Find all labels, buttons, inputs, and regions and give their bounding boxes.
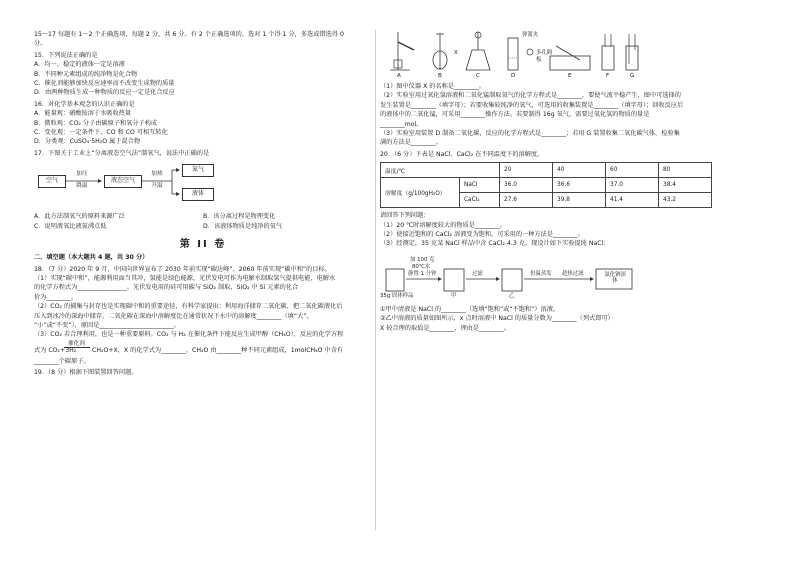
equation-left: 式为 CO₂+3H₂ [34,346,77,354]
filter-label: 过滤 [472,270,483,277]
hot-filter-label: 趁热过滤 [562,270,584,277]
q15-option-d: D．由两种物质生成一种物质的反应一定是化合反应 [34,89,175,97]
q20-part-2: （2）使接近饱和的 CaCl₂ 溶液变为饱和，可采用的一种方法是________。 [380,231,584,239]
nacl-80: 38.4 [659,178,712,193]
add-water-label: 加 100 克 [410,256,435,263]
cacl2-80: 43.2 [659,193,712,208]
apparatus-figure [380,30,775,80]
q16-option-c: C．变化观：一定条件下，CO 和 CO 可相互转化 [34,129,168,137]
instrument-x-label: X [454,50,458,56]
temp-20: 20 [500,163,553,178]
q20-sub-3: X 较合理的取值是________，理由是________。 [380,324,510,332]
section-subtitle: 二、填空题（本大题共 4 题，共 30 分） [34,254,149,262]
table-row [381,178,712,193]
q17-option-b: B．该分离过程是物理变化 [203,213,276,221]
flow-liquid-box: 液体 [182,188,214,201]
cacl2-40: 39.8 [553,193,606,208]
left-column [34,30,372,378]
q17-option-d: D．该液体物质是纯净的氧气 [203,222,283,230]
flow-cool-label: 降温 [76,183,88,190]
nacl-60: 37.0 [606,178,659,193]
apparatus-label-c: C [476,73,480,79]
apparatus-label-b: B [438,73,442,79]
solubility-table [380,162,712,208]
temp-60: 60 [606,163,659,178]
q20-part-3: （3）经测定，35 克某 NaCl 样品中含 CaCl₂ 4.3 克，现设计如下实验提纯 NaCl： [380,240,610,248]
flow-pressurize-label: 加压 [76,171,88,178]
water-temp-label: 80℃水 [412,263,431,270]
row-name-nacl: NaCl [460,178,500,193]
apparatus-label-g: G [630,73,635,79]
spring-clamp-label: 弹簧夹 [522,32,539,38]
q19-stem: 19．（8 分）根据下图装置回答问题。 [34,369,138,377]
q15-option-b: B．不同种元素组成的纯净物是化合物 [34,70,138,78]
q19-part-2d: ________mol。 [380,120,423,128]
beaker-yi-label: 乙 [509,292,515,299]
porous-plate-label: 多孔隔板 [536,50,553,63]
q16-option-d: D．分类观：CuSO₄·5H₂O 属于混合物 [34,138,141,146]
row-name-cacl2: CaCl₂ [460,193,500,208]
flow-air-box: 空气 [38,175,66,188]
q18-line-7: “小”或“不变”），原因是________________________。 [34,321,180,329]
q18-last-line: ________个碳原子。 [34,357,90,365]
q18-line-4: 价为________。 [34,293,78,301]
temp-80: 80 [659,163,712,178]
q16-option-b: B．微粒观：CO₂ 分子由碳原子和氧分子构成 [34,119,158,127]
purification-process-figure [380,251,775,303]
cacl2-20: 27.6 [500,193,553,208]
cacl2-60: 41.4 [606,193,659,208]
q20-part-1: （1）20 ℃时溶解度较大的物质是________。 [380,221,506,229]
q17-option-a: A．此方法制氧气的原料来源广泛 [34,213,125,221]
right-column [380,30,775,333]
apparatus-label-f: F [606,73,610,79]
q18-equation [34,340,372,357]
nacl-40: 36.6 [553,178,606,193]
stand-label: 静置 1 分钟 [408,270,437,277]
section-title: 第 II 卷 [179,239,227,251]
q17-option-c: C．说明液氧比液氮沸点低 [34,222,107,230]
q15-stem: 15．下列说法正确的是 [34,51,98,59]
q16-option-a: A．能量观：硝酸铵溶于水吸收热量 [34,110,132,118]
q19-part-1: （1）图中仪器 X 的名称是________。 [380,83,485,90]
q16-stem: 16．对化学基本观念的认识正确的是 [34,100,135,108]
flow-heat-label: 加热 [151,171,163,178]
q19-part-3a: （3）实验室用装置 D 制备二氧化碳，反应的化学方程式是________；若用 G 装置收集二氧化碳气体，检验集 [380,130,680,138]
q18-line-1: 18．（7 分）2020 年 9 月，中国向世界宣布了 2030 年前实现“碳达峰”、2060 年前实现“碳中和”的目标。 [34,265,331,273]
apparatus-label-a: A [397,73,401,79]
instructions-cont: 分。 [34,40,47,48]
q18-line-3: 的化学方程式为________________。光伏发电用的硅可用碳与 SiO₂ 制取，SiO₂ 中 Si 元素的化合 [34,284,299,292]
apparatus-label-e: E [568,73,572,79]
catalyst-label: 催化剂 [68,340,85,347]
flow-nitrogen-box: 氮气 [182,164,214,177]
instructions: 15～17 每题有 1～2 个正确选项，每题 2 分，共 6 分。有 2 个正确选项的，选对 1 个得 1 分，多选或错选得 0 [34,31,344,38]
nacl-solid-label: 氯化钠固体 [604,271,626,285]
q19-part-3b: 满的方法是________。 [380,139,442,147]
nacl-20: 36.0 [500,178,553,193]
solubility-header: 溶解度（g/100gH₂O） [381,178,460,208]
q18-line-6: 压入到冰冷的深海中储存。二氧化碳在深海中溶解度比在通常状况下水中的溶解度________（填“大”、 [34,312,313,320]
q17-options [34,212,372,231]
q19-part-2b: 发生装置是________（填字母）；若要收集较纯净的氧气，可选用的收集装置是________（填字母）；回收反应后 [380,101,684,109]
q15-option-a: A．均一、稳定的液体一定是溶液 [34,61,125,69]
q20-prompt: 请回答下列问题： [380,212,430,220]
q19-part-2a: （2）实验室用过氧化氢溶液和二氧化锰制取氧气的化学方程式是________，要使气流平稳产生，图中可选择的 [380,92,681,100]
q20-stem: 20．（6 分）下表是 NaCl、CaCl₂ 在不同温度下的溶解度。 [380,150,544,158]
equation-right: CH₄O+X，X 的化学式为________，CH₄O 由________种不同元素组成，1molCH₄O 中含有 [92,346,344,354]
temp-header: 温度/℃ [381,163,500,178]
apparatus-label-d: D [511,73,516,79]
q20-sub-2: ②乙中溶液的质量如图所示，x 点时溶液中 NaCl 的质量分数为________（列式即可） [380,315,614,323]
q17-stem: 17．下图关于工业上“分离液态空气法”制氧气，说法中正确的是 [34,149,210,157]
air-separation-flowchart [34,161,372,209]
temp-40: 40 [553,163,606,178]
sample-label: 35g 固体样品 [380,292,414,299]
column-divider [375,30,376,530]
evaporate-label: 恒温蒸发 [530,270,552,277]
beaker-jia-label: 甲 [451,292,457,299]
q15-option-c: C．催化剂能够加快反应速率而不改变生成物的质量 [34,80,175,88]
flow-liquid-air-box: 液态空气 [104,175,142,188]
q18-line-8: （3）CO₂ 若合理利用，也是一种重要原料。CO₂ 与 H₂ 在催化条件下能反应生成甲醇（CH₄O），反应的化学方程 [34,331,344,339]
q19-part-2c: 的液体中的二氧化锰，可采用________操作方法。若要制得 16g 氧气，需要过氧化氢的物质的量是 [380,111,650,119]
q20-sub-1: ①甲中清液是 NaCl 的________（选填“饱和”或“不饱和”）溶液。 [380,305,560,313]
q18-line-2: （1）实现“碳中和”，能源利用面当其冲，氢能是绿色能源，光伏发电可作为电解水制取氢气提供电能，电解水 [34,274,336,282]
q18-line-5: （2）CO₂ 的捕集与封存也是实现碳中和的重要途径，有科学家提出：利用海洋储存二氧化碳，把二氧化碳液化后 [34,303,343,311]
table-row [381,163,712,178]
flow-raise-label: 升温 [151,183,163,190]
